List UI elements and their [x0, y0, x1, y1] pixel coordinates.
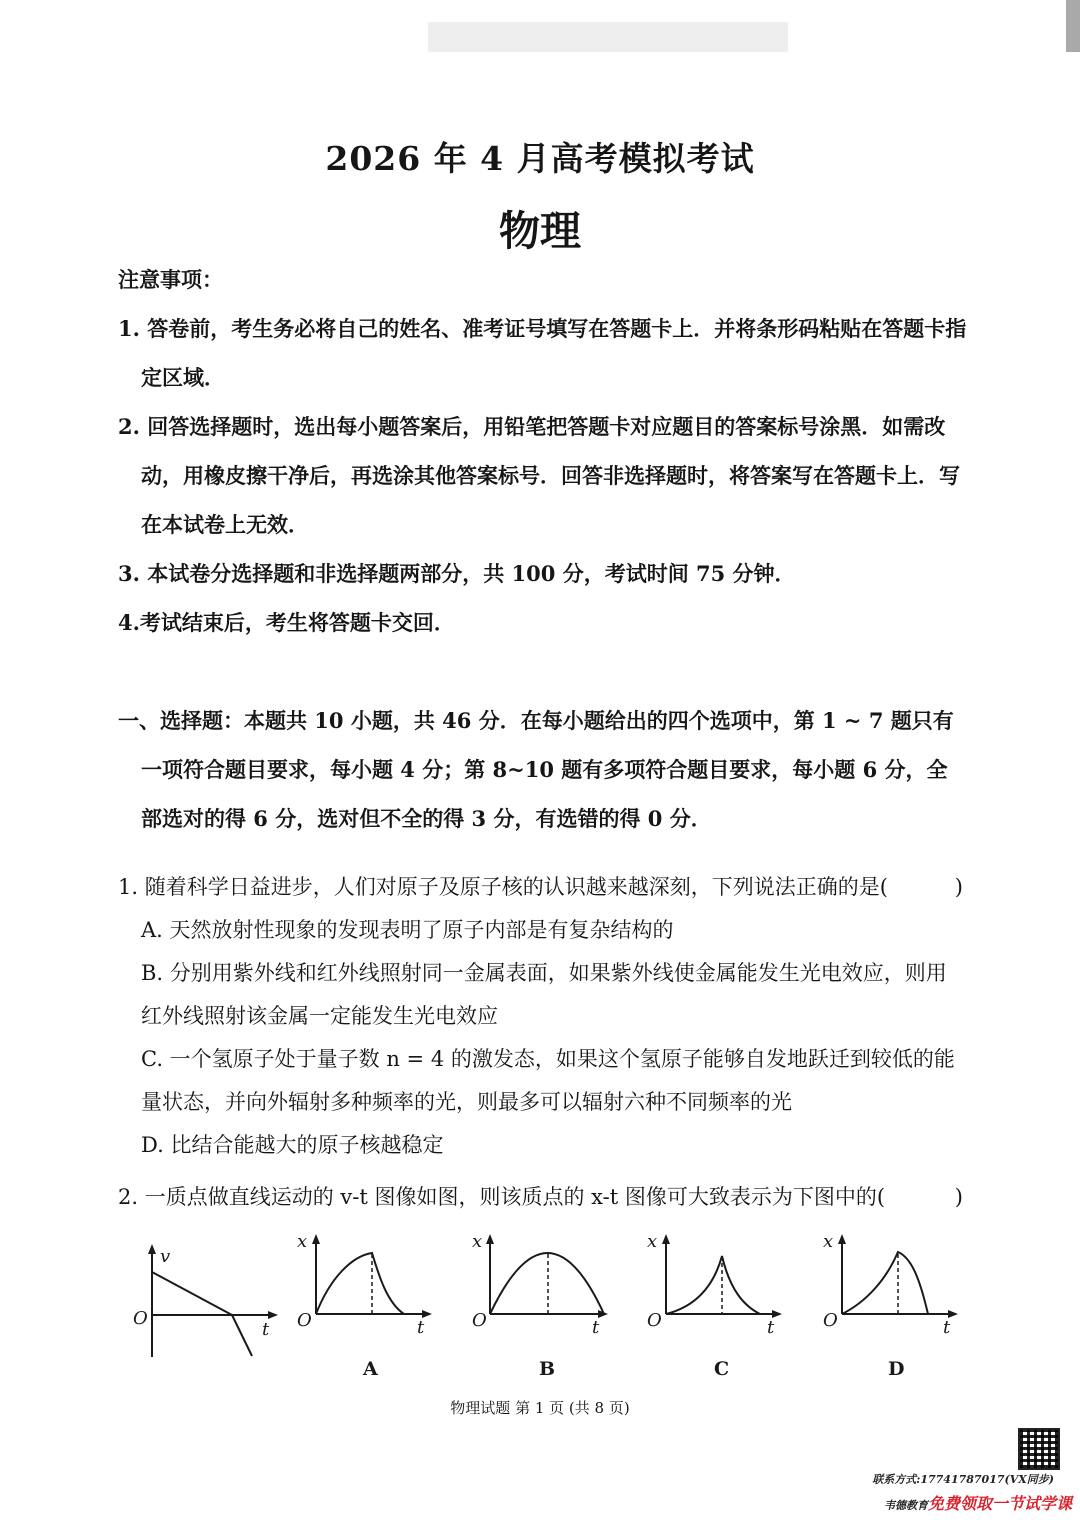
graph-a-x-label: t [417, 1317, 425, 1338]
notice-heading: 注意事项： [118, 267, 223, 292]
vt-x-label: t [262, 1319, 270, 1340]
option-d: D. 比结合能越大的原子核越稳定 [141, 1133, 444, 1157]
xt-graph-d [838, 1234, 958, 1318]
promo-banner [884, 1491, 1072, 1514]
blurred-header-strip [428, 22, 788, 52]
xt-graph-c [662, 1234, 782, 1318]
subject-title: 物理 [499, 207, 581, 255]
graph-b-y-label: x [472, 1231, 483, 1252]
question-2-text: 2. 一质点做直线运动的 v-t 图像如图，则该质点的 x-t 图像可大致表示为下图中的( [118, 1185, 886, 1209]
option-b: B. 分别用紫外线和红外线照射同一金属表面，如果紫外线使金属能发生光电效应，则用红外线照射该金属一定能发生光电效应 [141, 961, 947, 1028]
curve-c [666, 1256, 760, 1314]
vt-line-negative [232, 1315, 252, 1356]
option-c: C. 一个氢原子处于量子数 n = 4 的激发态，如果这个氢原子能够自发地跃迁到较低的能量状态，并向外辐射多种频率的光，则最多可以辐射六种不同频率的光 [141, 1047, 955, 1114]
graph-a-origin: O [297, 1310, 312, 1331]
xt-graph-a [312, 1234, 432, 1318]
graph-b-origin: O [472, 1310, 487, 1331]
question-1 [118, 866, 963, 1167]
curve-d [842, 1252, 928, 1314]
option-label-c: C [714, 1358, 730, 1380]
vt-line-positive [152, 1272, 232, 1315]
notice-item-4: 4.考试结束后，考生将答题卡交回． [118, 610, 455, 635]
section1-instructions [118, 696, 968, 843]
graph-c-y-label: x [647, 1231, 658, 1252]
question-2 [118, 1176, 963, 1219]
exam-title: 2026 年 4 月高考模拟考试 [325, 139, 755, 178]
xt-graph-b [486, 1234, 608, 1318]
graph-b-x-label: t [592, 1317, 600, 1338]
page-edge-scrollbar[interactable] [1066, 0, 1080, 52]
question-1-text: 1. 随着科学日益进步，人们对原子及原子核的认识越来越深刻，下列说法正确的是( [118, 875, 888, 899]
graph-a-y-label: x [297, 1231, 308, 1252]
option-label-b: B [539, 1358, 556, 1380]
question-2-stem [118, 1176, 963, 1219]
vt-origin-label: O [133, 1308, 148, 1329]
graph-d-x-label: t [943, 1317, 951, 1338]
graph-c-origin: O [647, 1310, 662, 1331]
question-1-paren-close: ) [954, 875, 963, 899]
option-a: A. 天然放射性现象的发现表明了原子内部是有复杂结构的 [141, 918, 674, 942]
option-label-d: D [888, 1358, 905, 1380]
question-2-figures [0, 1222, 1080, 1392]
notice-item-2: 2. 回答选择题时，选出每小题答案后，用铅笔把答题卡对应题目的答案标号涂黑．如需改动，用橡皮擦干净后，再选涂其他答案标号．回答非选择题时，将答案写在答题卡上．写在本试卷上无效． [118, 414, 960, 537]
promo-text[interactable]: 免费领取一节试学课 [927, 1494, 1072, 1513]
option-label-a: A [363, 1358, 378, 1380]
question-1-stem [118, 866, 963, 909]
curve-a [316, 1253, 404, 1314]
notice-item-3: 3. 本试卷分选择题和非选择题两部分，共 100 分，考试时间 75 分钟． [118, 561, 796, 586]
notice-item-1: 1. 答卷前，考生务必将自己的姓名、准考证号填写在答题卡上．并将条形码粘贴在答题卡指定区域． [118, 316, 967, 390]
qr-code[interactable] [1018, 1428, 1060, 1470]
section1-text: 一、选择题：本题共 10 小题，共 46 分．在每小题给出的四个选项中，第 1 ~ 7 题只有一项符合题目要求，每小题 4 分；第 8~10 题有多项符合题目要求，每小题 6 分，全部选对的得 6 分，选对但不全的得 3 分，有选错的得 0 分． [118, 708, 954, 831]
curve-b [490, 1253, 604, 1314]
contact-info: 联系方式:17741787017(VX同步) [872, 1473, 1054, 1486]
graph-c-x-label: t [767, 1317, 775, 1338]
graph-d-origin: O [823, 1310, 838, 1331]
notice-section [118, 255, 968, 647]
vt-y-label: v [160, 1246, 171, 1267]
question-2-paren-close: ) [954, 1185, 963, 1209]
page-footer: 物理试题 第 1 页 (共 8 页) [450, 1399, 630, 1417]
brand-name: 韦德教育 [883, 1499, 928, 1512]
graph-d-y-label: x [823, 1231, 834, 1252]
